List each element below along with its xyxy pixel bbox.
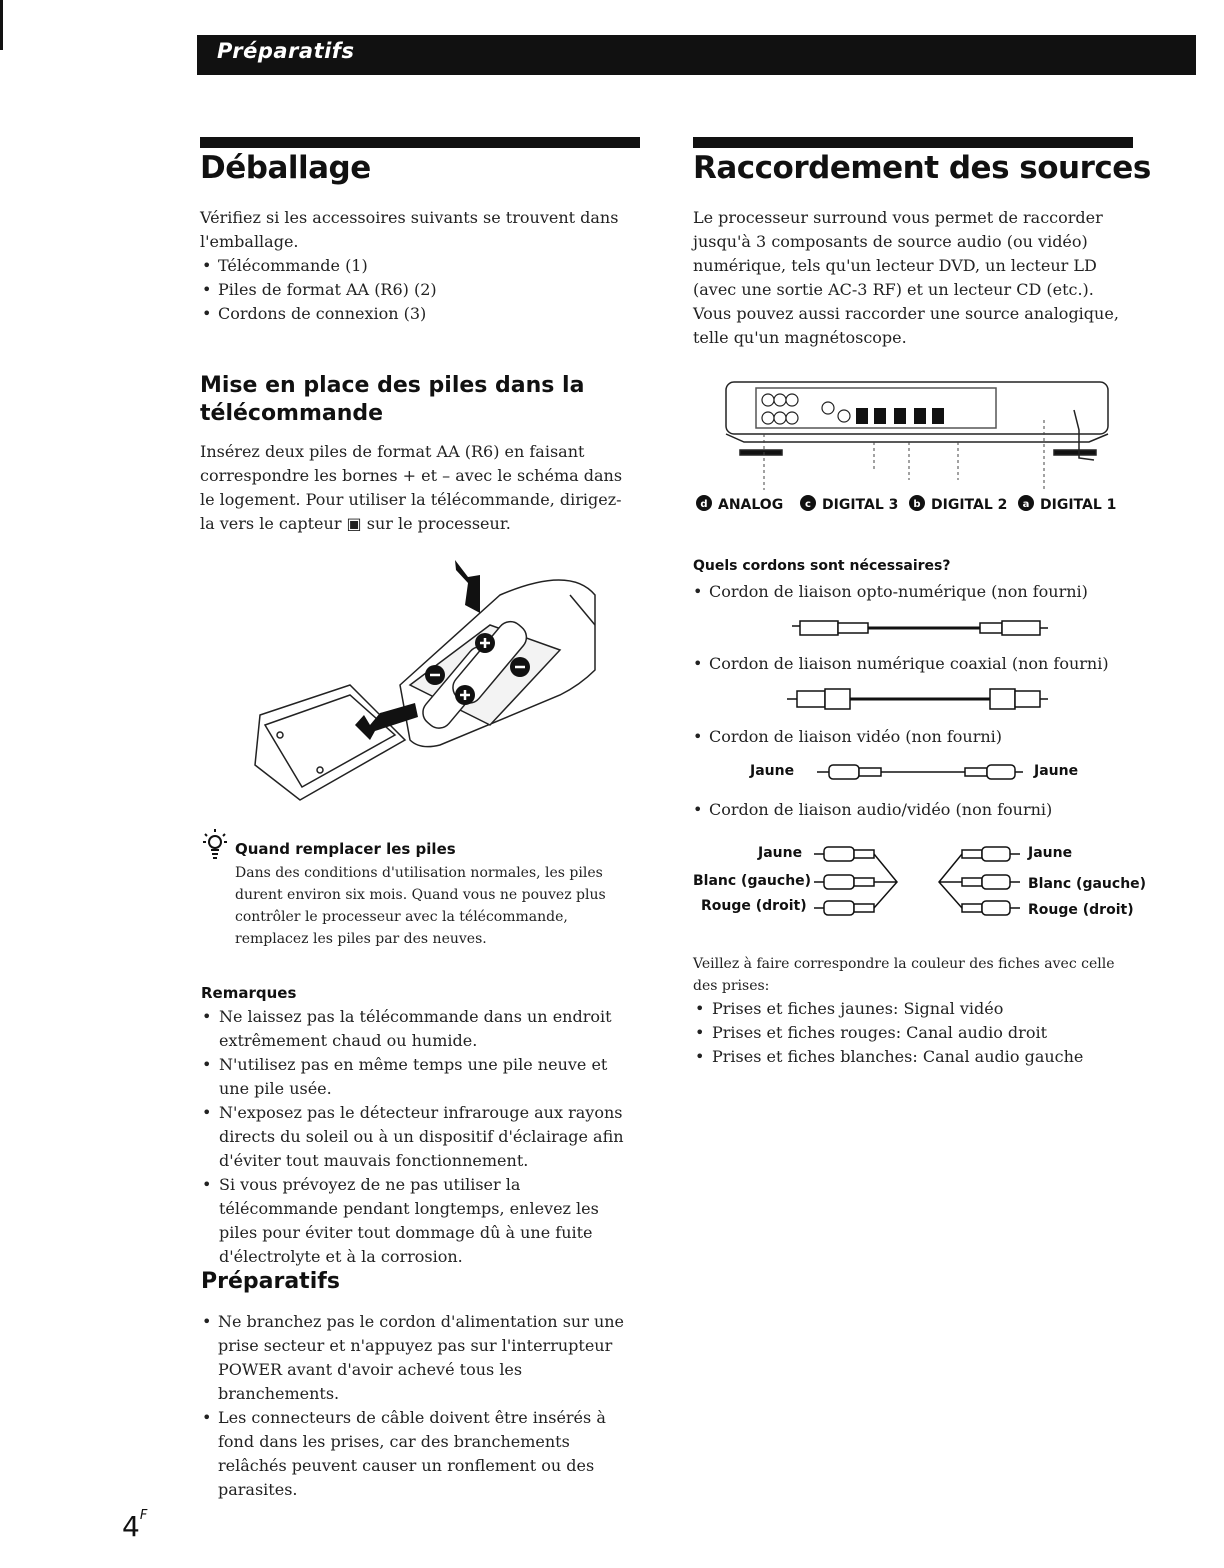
list-item: • Piles de format AA (R6) (2) xyxy=(202,278,632,302)
processor-rear-panel-diagram xyxy=(724,380,1114,490)
list-item: • Télécommande (1) xyxy=(202,254,632,278)
list-item: • Prises et fiches blanches: Canal audio gauche xyxy=(695,1045,1125,1069)
raccordement-intro: Le processeur surround vous permet de raccorder jusqu'à 3 composants de source audio (ou vidéo) numérique, tels qu'un lecteur DVD, un lecteur LD (avec une sortie AC-3 RF) et un lecteur CD (etc.). Vous pouvez aussi raccorder une source analogique, telle qu'un magnétoscope. xyxy=(693,208,1119,347)
page-number: $4^F$ xyxy=(122,1508,148,1543)
section-header-title: Préparatifs xyxy=(217,39,355,63)
svg-text:DIGITAL 3: DIGITAL 3 xyxy=(822,497,899,513)
list-item: • Ne branchez pas le cordon d'alimentation sur une prise secteur et n'appuyez pas sur l'interrupteur POWER avant d'avoir achevé tous les branchements. xyxy=(202,1310,642,1406)
list-item: • Cordon de liaison vidéo (non fourni) xyxy=(693,725,1133,749)
input-label-digital-1 xyxy=(1018,495,1116,513)
av-cable-icon xyxy=(812,842,1027,922)
list-item: • Prises et fiches jaunes: Signal vidéo xyxy=(695,997,1125,1021)
piles-title: Mise en place des piles dans la télécommande xyxy=(200,373,585,426)
svg-text:DIGITAL 1: DIGITAL 1 xyxy=(1040,497,1117,513)
svg-text:DIGITAL 2: DIGITAL 2 xyxy=(931,497,1008,513)
video-right-label: Jaune xyxy=(1034,763,1079,779)
optical-cable-icon xyxy=(790,616,1050,640)
cordon-coaxial-item xyxy=(693,652,1133,676)
lightbulb-icon xyxy=(200,826,230,862)
video-left-label: Jaune xyxy=(750,763,795,779)
couleurs-intro: Veillez à faire correspondre la couleur des fiches avec celle des prises: xyxy=(693,956,1115,994)
av-left-jaune: Jaune xyxy=(758,845,803,861)
cordon-av-item xyxy=(693,798,1133,822)
list-item: • Cordon de liaison opto-numérique (non fourni) xyxy=(693,580,1133,604)
input-labels xyxy=(695,490,1125,516)
svg-text:ANALOG: ANALOG xyxy=(718,497,784,513)
deballage-intro: Vérifiez si les accessoires suivants se trouvent dans l'emballage. xyxy=(200,208,619,251)
list-item: • Prises et fiches rouges: Canal audio droit xyxy=(695,1021,1125,1045)
preparatifs-list xyxy=(202,1310,642,1502)
piles-text: Insérez deux piles de format AA (R6) en faisant correspondre les bornes + et – avec le schéma dans le logement. Pour utiliser la télécommande, dirigez-la vers le capteur ▣ sur le processeur. xyxy=(200,442,623,533)
svg-text:d: d xyxy=(700,499,708,510)
tip-title: Quand remplacer les piles xyxy=(235,840,456,858)
down-arrow-icon xyxy=(455,560,480,613)
page-edge-mark xyxy=(0,0,3,50)
battery-insertion-illustration xyxy=(240,555,610,810)
input-label-digital-2 xyxy=(909,495,1007,513)
remarques-title: Remarques xyxy=(201,984,297,1002)
list-item: • Cordons de connexion (3) xyxy=(202,302,632,326)
av-right-jaune: Jaune xyxy=(1028,845,1073,861)
couleurs-list xyxy=(695,997,1125,1069)
list-item: • Ne laissez pas la télécommande dans un endroit extrêmement chaud ou humide. xyxy=(202,1005,632,1053)
video-cable-icon xyxy=(815,760,1025,784)
coaxial-cable-icon xyxy=(785,686,1050,712)
preparatifs-title: Préparatifs xyxy=(201,1269,340,1294)
cordons-title: Quels cordons sont nécessaires? xyxy=(693,558,951,574)
input-label-analog xyxy=(696,495,783,513)
av-right-rouge: Rouge (droit) xyxy=(1028,902,1134,918)
av-left-blanc: Blanc (gauche) xyxy=(693,873,812,889)
raccordement-title: Raccordement des sources xyxy=(693,150,1151,186)
list-item: • Les connecteurs de câble doivent être insérés à fond dans les prises, car des branchements relâchés peuvent causer un ronflement ou des parasites. xyxy=(202,1406,642,1502)
svg-text:c: c xyxy=(805,499,811,510)
input-label-digital-3 xyxy=(800,495,898,513)
list-item: • Si vous prévoyez de ne pas utiliser la télécommande pendant longtemps, enlevez les piles pour éviter tout dommage dû à une fuite d'électrolyte et à la corrosion. xyxy=(202,1173,632,1269)
list-item: • N'exposez pas le détecteur infrarouge aux rayons directs du soleil ou à un dispositif d'éclairage afin d'éviter tout mauvais fonctionnement. xyxy=(202,1101,632,1173)
tip-text: Dans des conditions d'utilisation normales, les piles durent environ six mois. Quand vous ne pouvez plus contrôler le processeur avec la télécommande, remplacez les piles par des neuves. xyxy=(235,865,606,947)
av-right-blanc: Blanc (gauche) xyxy=(1028,876,1147,892)
deballage-title: Déballage xyxy=(200,150,371,186)
cordon-video-item xyxy=(693,725,1133,749)
cordon-optical-item xyxy=(693,580,1133,604)
svg-text:b: b xyxy=(913,499,921,510)
deballage-list xyxy=(202,254,632,326)
list-item: • Cordon de liaison audio/vidéo (non fourni) xyxy=(693,798,1133,822)
remarques-list xyxy=(202,1005,632,1269)
av-left-rouge: Rouge (droit) xyxy=(701,898,807,914)
list-item: • N'utilisez pas en même temps une pile neuve et une pile usée. xyxy=(202,1053,632,1101)
deballage-rule xyxy=(200,137,640,148)
section-header-band xyxy=(197,35,1196,75)
svg-text:a: a xyxy=(1022,499,1030,510)
raccordement-rule xyxy=(693,137,1133,148)
list-item: • Cordon de liaison numérique coaxial (non fourni) xyxy=(693,652,1133,676)
